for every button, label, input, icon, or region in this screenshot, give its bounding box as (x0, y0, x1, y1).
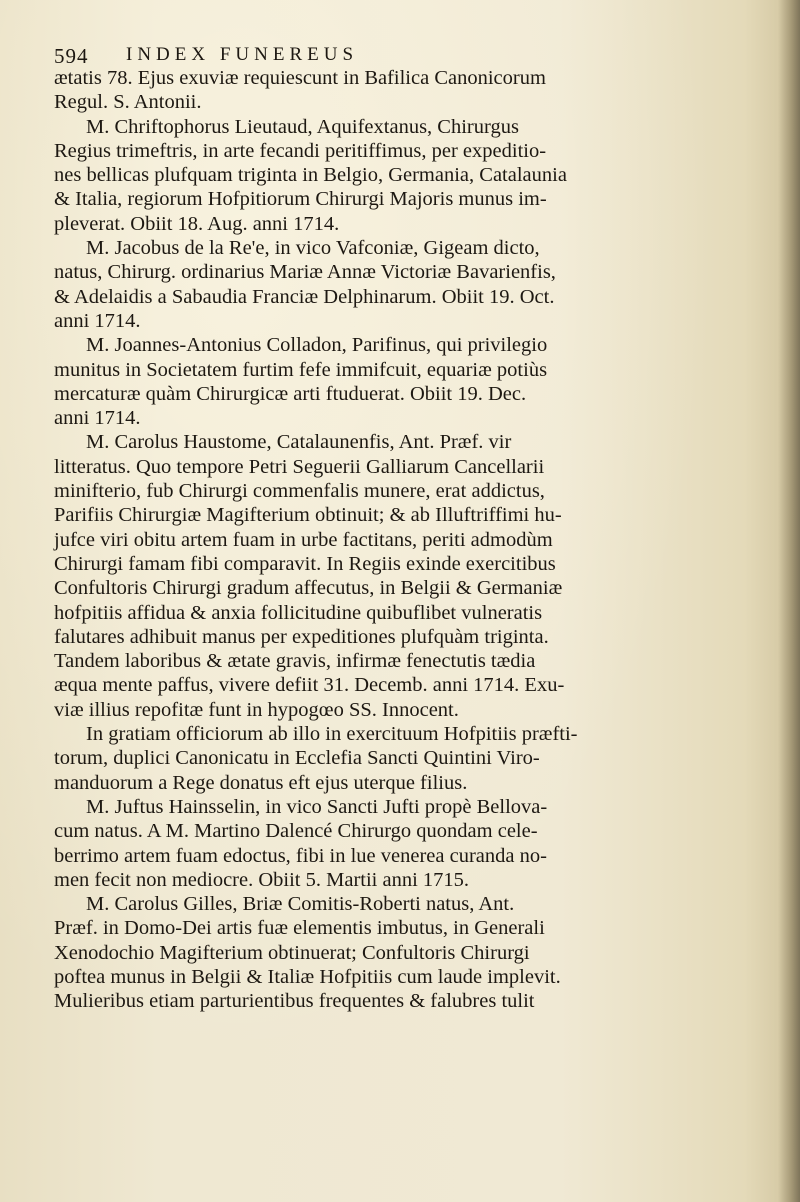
text-line: Tandem laboribus & ætate gravis, infirmæ fenectutis tædia (54, 650, 536, 673)
page-gutter-shadow (778, 0, 800, 1202)
text-line: anni 1714. (54, 309, 141, 332)
page-number: 594 (54, 44, 89, 68)
text-line: viæ illius repofitæ funt in hypogœo SS. Innocent. (54, 698, 459, 721)
text-line: M. Joannes-Antonius Colladon, Parifinus, qui privilegio (86, 334, 548, 357)
text-line: ætatis 78. Ejus exuviæ requiescunt in Bafilica Canonicorum (54, 67, 546, 89)
text-line: Regul. S. Antonii. (54, 91, 202, 114)
text-line: men fecit non mediocre. Obiit 5. Martii anni 1715. (54, 868, 470, 891)
text-line: Mulieribus etiam parturientibus frequentes & falubres tulit (54, 990, 535, 1013)
text-line: torum, duplici Canonicatu in Ecclefia Sancti Quintini Viro- (54, 747, 540, 770)
running-head: INDEX FUNEREUS (126, 44, 359, 65)
text-line: Regius trimeftris, in arte fecandi peritiffimus, per expeditio- (54, 139, 547, 162)
body-text (54, 66, 766, 1014)
text-line: M. Carolus Gilles, Briæ Comitis-Roberti natus, Ant. (86, 893, 515, 916)
text-line: & Adelaidis a Sabaudia Franciæ Delphinarum. Obiit 19. Oct. (54, 285, 555, 308)
text-line: M. Chriftophorus Lieutaud, Aquifextanus, Chirurgus (86, 115, 519, 138)
text-line: hofpitiis affidua & anxia follicitudine quibuflibet vulneratis (54, 601, 543, 624)
text-line: æqua mente paffus, vivere defiit 31. Decemb. anni 1714. Exu- (54, 674, 565, 697)
text-line: pleverat. Obiit 18. Aug. anni 1714. (54, 212, 340, 235)
text-line: Parifiis Chirurgiæ Magifterium obtinuit; & ab Illuftriffimi hu- (54, 504, 562, 527)
text-line: natus, Chirurg. ordinarius Mariæ Annæ Victoriæ Bavarienfis, (54, 261, 556, 284)
text-line: minifterio, fub Chirurgi commenfalis munere, erat addictus, (54, 480, 545, 503)
text-line: poftea munus in Belgii & Italiæ Hofpitiis cum laude implevit. (54, 965, 561, 988)
text-line: berrimo artem fuam edoctus, fibi in lue venerea curanda no- (54, 844, 547, 867)
text-line: falutares adhibuit manus per expeditiones plufquàm triginta. (54, 625, 549, 648)
text-line: Præf. in Domo-Dei artis fuæ elementis imbutus, in Generali (54, 917, 545, 940)
text-line: Chirurgi famam fibi comparavit. In Regiis exinde exercitibus (54, 552, 556, 575)
text-line: nes bellicas plufquam triginta in Belgio, Germania, Catalaunia (54, 164, 567, 187)
text-line: M. Jacobus de la Re'e, in vico Vafconiæ, Gigeam dicto, (86, 237, 540, 260)
text-line: In gratiam officiorum ab illo in exercituum Hofpitiis præfti- (86, 723, 578, 746)
text-line: manduorum a Rege donatus eft ejus uterque filius. (54, 771, 468, 794)
text-line: Xenodochio Magifterium obtinuerat; Confultoris Chirurgi (54, 941, 530, 964)
text-line: Confultoris Chirurgi gradum affecutus, in Belgii & Germaniæ (54, 577, 563, 600)
text-line: jufce viri obitu artem fuam in urbe factitans, periti admodùm (54, 528, 553, 551)
text-line: mercaturæ quàm Chirurgicæ arti ftuduerat. Obiit 19. Dec. (54, 382, 527, 405)
text-line: anni 1714. (54, 407, 141, 430)
text-line: litteratus. Quo tempore Petri Seguerii Galliarum Cancellarii (54, 455, 545, 478)
text-line: M. Juftus Hainsselin, in vico Sancti Jufti propè Bellova- (86, 795, 548, 818)
text-line: & Italia, regiorum Hofpitiorum Chirurgi Majoris munus im- (54, 188, 547, 211)
text-line: M. Carolus Haustome, Catalaunenfis, Ant. Præf. vir (86, 431, 512, 454)
text-line: munitus in Societatem furtim fefe immifcuit, equariæ potiùs (54, 358, 548, 381)
text-line: cum natus. A M. Martino Dalencé Chirurgo quondam cele- (54, 820, 538, 843)
